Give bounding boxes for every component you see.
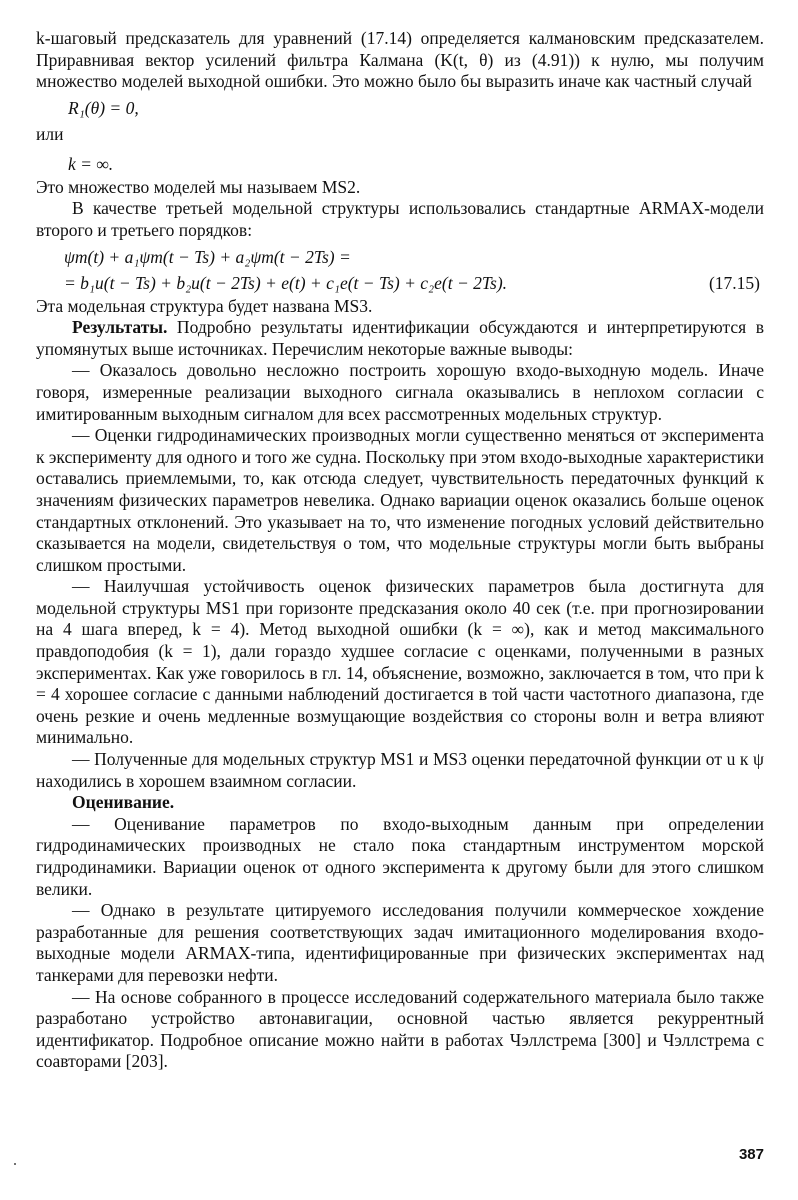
scan-speck [14,1163,16,1165]
formula-k: k = ∞. [68,153,114,174]
equation-number: (17.15) [708,272,760,293]
bullet-5: — Оценивание параметров по входо-выходным данным при определении гидродинамических производных не стало пока стандартным инструментом морской гидродинамики. Вариации оценок от одного эксперимента к другому были для этого слишком велики. [36,813,764,899]
equation-line-2 [36,272,764,294]
bullet-3: — Наилучшая устойчивость оценок физических параметров была достигнута для модельной структуры MS1 при горизонте предсказания около 40 сек (т.е. при прогнозировании на 4 шага вперед, k = 4). Метод выходной ошибки (k = ∞), как и метод максимального правдоподобия (k = 1), дали гораздо худшее согласие с оценками, полученными в разных экспериментах. Как уже говорилось в гл. 14, объяснение, возможно, заключается в том, что при k = 4 хорошее согласие с данными наблюдений достигается в той части частотного диапазона, где очень резкие и очень медленные возмущающие воздействия со стороны волн и ветра влияют минимально. [36,576,764,748]
bullet-1: — Оказалось довольно несложно построить хорошую входо-выходную модель. Иначе говоря, измеренные реализации выходного сигнала оказывались в неплохом согласии с имитированным выходным сигналом для всех рассмотренных модельных структур. [36,360,764,424]
page-body [36,28,764,1073]
paragraph-ms3: Эта модельная структура будет названа MS3. [36,295,373,316]
equation-line-1-text: ψm(t) + a₁ψm(t − Ts) + a₂ψm(t − 2Ts) = [64,246,351,267]
paragraph-results [36,317,764,360]
results-heading: Результаты. [72,317,168,338]
bullet-2: — Оценки гидродинамических производных могли существенно меняться от эксперимента к эксперименту для одного и того же судна. Поскольку при этом входо-выходные характеристики оставались приемлемыми, то, как отсюда следует, чувствительность передаточных функций к значениям физических параметров невелика. Однако вариации оценок оказались больше оценок стандартных отклонений. Это указывает на то, что изменение погодных условий действительно сказывается на модели, свидетельствуя о том, что модельные структуры могли быть выбраны слишком простыми. [36,425,764,575]
page-number: 387 [738,1146,764,1163]
paragraph-third-structure: В качестве третьей модельной структуры использовались стандартные ARMAX-модели второго и третьего порядков: [36,198,764,240]
equation-line-2-text: = b₁u(t − Ts) + b₂u(t − 2Ts) + e(t) + c₁e(t − Ts) + c₂e(t − 2Ts). [64,272,508,293]
bullet-4: — Полученные для модельных структур MS1 и MS3 оценки передаточной функции от u к ψ находились в хорошем взаимном согласии. [36,749,764,791]
bullet-6: — Однако в результате цитируемого исследования получили коммерческое хождение разработанные для решения соответствующих задач имитационного моделирования входо-выходные модели ARMAX-типа, идентифицированные при физических экспериментах над танкерами для перевозки нефти. [36,900,764,985]
word-or: или [36,123,64,144]
paragraph-ms2: Это множество моделей мы называем MS2. [36,176,361,197]
formula-r1: R₁(θ) = 0, [68,97,139,118]
paragraph-intro: k-шаговый предсказатель для уравнений (17.14) определяется калмановским предсказателем. Приравнивая вектор усилений фильтра Калмана (K(t, θ) из (4.91)) к нулю, мы получим множество моделей выходной ошибки. Это можно было бы выразить иначе как частный случай [36,28,764,92]
results-text: Подробно результаты идентификации обсуждаются и интерпретируются в упомянутых выше источниках. Перечислим некоторые важные выводы: [36,317,764,359]
equation-line-1 [36,246,764,268]
bullet-7: — На основе собранного в процессе исследований содержательного материала было также разработано устройство автонавигации, основной частью является рекуррентный идентификатор. Подробное описание можно найти в работах Чэллстрема [300] и Чэллстрема с соавторами [203]. [36,986,764,1072]
evaluation-heading: Оценивание. [72,792,175,813]
